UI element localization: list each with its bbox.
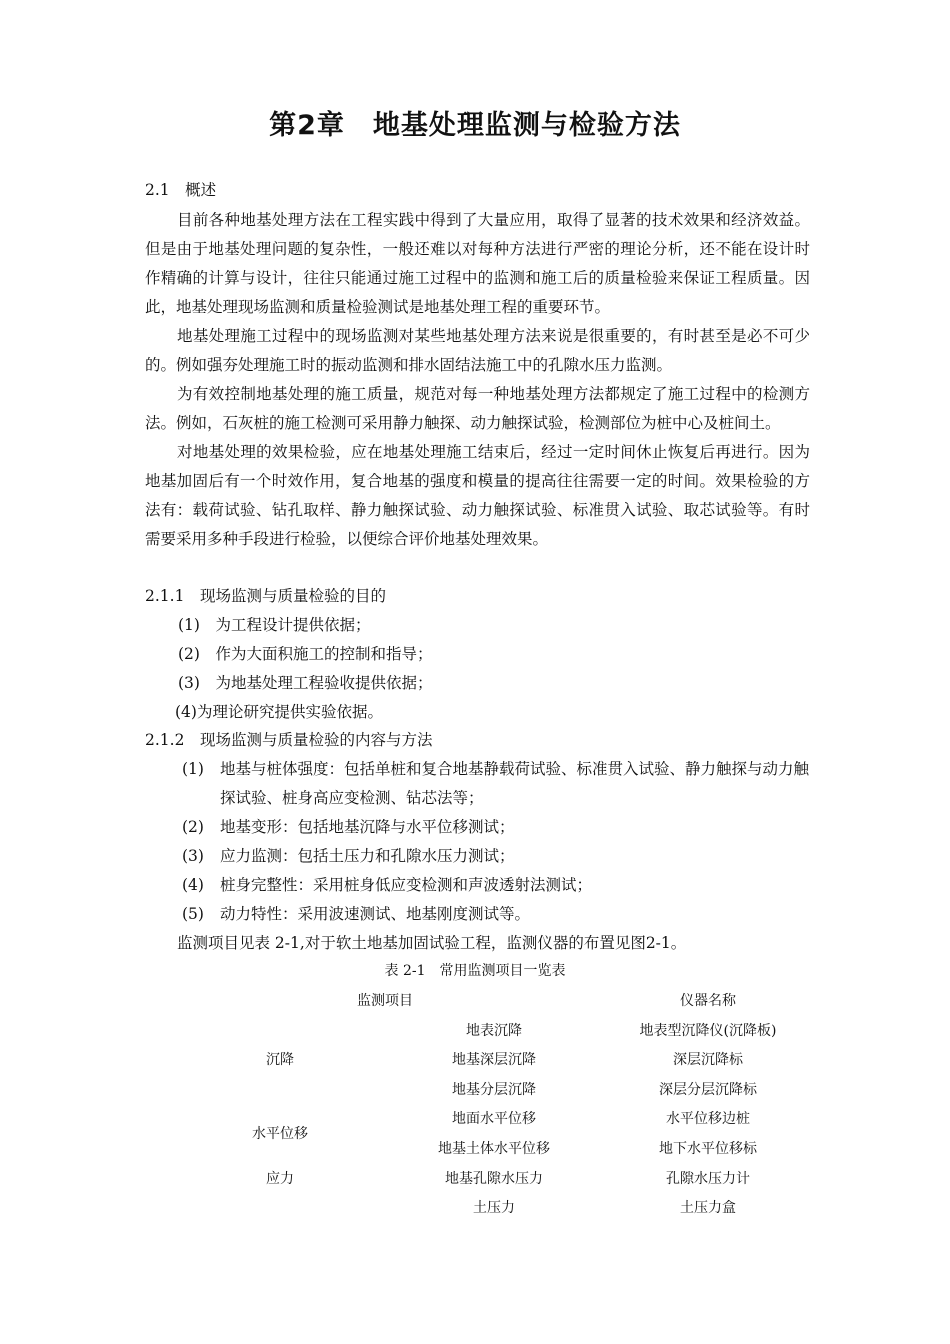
table-cell-sub: 土压力 <box>473 1200 515 1216</box>
table-cell-sub: 地基土体水平位移 <box>438 1141 550 1157</box>
paragraph: 地基处理施工过程中的现场监测对某些地基处理方法来说是很重要的，有时甚至是必不可少的。例如强夯处理施工时的振动监测和排水固结法施工中的孔隙水压力监测。 <box>145 327 810 374</box>
table-caption: 表 2-1 常用监测项目一览表 <box>384 963 566 979</box>
list-item <box>182 871 812 900</box>
table-cell-instrument: 地下水平位移标 <box>659 1141 757 1157</box>
table-cell-instrument: 水平位移边桩 <box>666 1111 750 1127</box>
list-item: (3) 为地基处理工程验收提供依据； <box>178 674 433 692</box>
section-heading-2-1-2: 2.1.2 现场监测与质量检验的内容与方法 <box>145 731 433 749</box>
list-item <box>182 900 812 929</box>
list-item <box>182 755 812 813</box>
chapter-title: 第2章 地基处理监测与检验方法 <box>269 110 681 141</box>
paragraph: 对地基处理的效果检验，应在地基处理施工结束后，经过一定时间休止恢复后再进行。因为地基加固后有一个时效作用，复合地基的强度和模量的提高往往需要一定的时间。效果检验的方法有：载荷试验、钻孔取样、静力触探试验、动力触探试验、标准贯入试验、取芯试验等。有时需要采用多种手段进行检验，以便综合评价地基处理效果。 <box>145 443 810 548</box>
list-number: (4) <box>182 876 204 894</box>
list-item <box>182 813 812 842</box>
section-heading-2-1-1: 2.1.1 现场监测与质量检验的目的 <box>145 587 386 605</box>
table-group-label: 水平位移 <box>252 1126 308 1142</box>
table-cell-instrument: 深层分层沉降标 <box>659 1082 757 1098</box>
section-heading-2-1: 2.1 概述 <box>145 181 217 199</box>
list-item: (4)为理论研究提供实验依据。 <box>175 703 383 721</box>
table-intro-text: 监测项目见表 2-1,对于软土地基加固试验工程，监测仪器的布置见图2-1。 <box>177 934 687 952</box>
list-item: (1) 为工程设计提供依据； <box>178 616 371 634</box>
list-number: (1) <box>182 760 204 778</box>
list-number: (2) <box>182 818 204 836</box>
list-item: (2) 作为大面积施工的控制和指导； <box>178 645 433 663</box>
list-text: 桩身完整性：采用桩身低应变检测和声波透射法测试； <box>220 876 593 894</box>
table-cell-sub: 地表沉降 <box>466 1023 522 1039</box>
table-group-label: 沉降 <box>266 1052 294 1068</box>
table-cell-sub: 地基深层沉降 <box>452 1052 536 1068</box>
table-cell-sub: 地基孔隙水压力 <box>445 1171 543 1187</box>
list-text: 地基变形：包括地基沉降与水平位移测试； <box>220 818 515 836</box>
table-cell-instrument: 地表型沉降仪(沉降板) <box>639 1023 777 1039</box>
body-text <box>145 206 810 554</box>
table-group-label: 应力 <box>266 1171 294 1187</box>
table-cell-instrument: 深层沉降标 <box>673 1052 743 1068</box>
table-cell-instrument: 孔隙水压力计 <box>666 1171 750 1187</box>
list-text: 应力监测：包括土压力和孔隙水压力测试； <box>220 847 515 865</box>
paragraph: 为有效控制地基处理的施工质量，规范对每一种地基处理方法都规定了施工过程中的检测方法。例如，石灰桩的施工检测可采用静力触探、动力触探试验，检测部位为桩中心及桩间土。 <box>145 385 810 432</box>
table-header-item: 监测项目 <box>357 993 413 1009</box>
paragraph: 目前各种地基处理方法在工程实践中得到了大量应用，取得了显著的技术效果和经济效益。但是由于地基处理问题的复杂性，一般还难以对每种方法进行严密的理论分析，还不能在设计时作精确的计算与设计，往往只能通过施工过程中的监测和施工后的质量检验来保证工程质量。因此，地基处理现场监测和质量检验测试是地基处理工程的重要环节。 <box>145 211 810 316</box>
list-text: 地基与桩体强度：包括单桩和复合地基静载荷试验、标准贯入试验、静力触探与动力触探试验、桩身高应变检测、钻芯法等； <box>220 760 810 807</box>
list-item <box>182 842 812 871</box>
list-number: (5) <box>182 905 204 923</box>
table-cell-sub: 地面水平位移 <box>452 1111 536 1127</box>
list-number: (3) <box>182 847 204 865</box>
table-cell-sub: 地基分层沉降 <box>452 1082 536 1098</box>
list-text: 动力特性：采用波速测试、地基刚度测试等。 <box>220 905 531 923</box>
table-cell-instrument: 土压力盒 <box>680 1200 736 1216</box>
table-header-instrument: 仪器名称 <box>680 993 736 1009</box>
